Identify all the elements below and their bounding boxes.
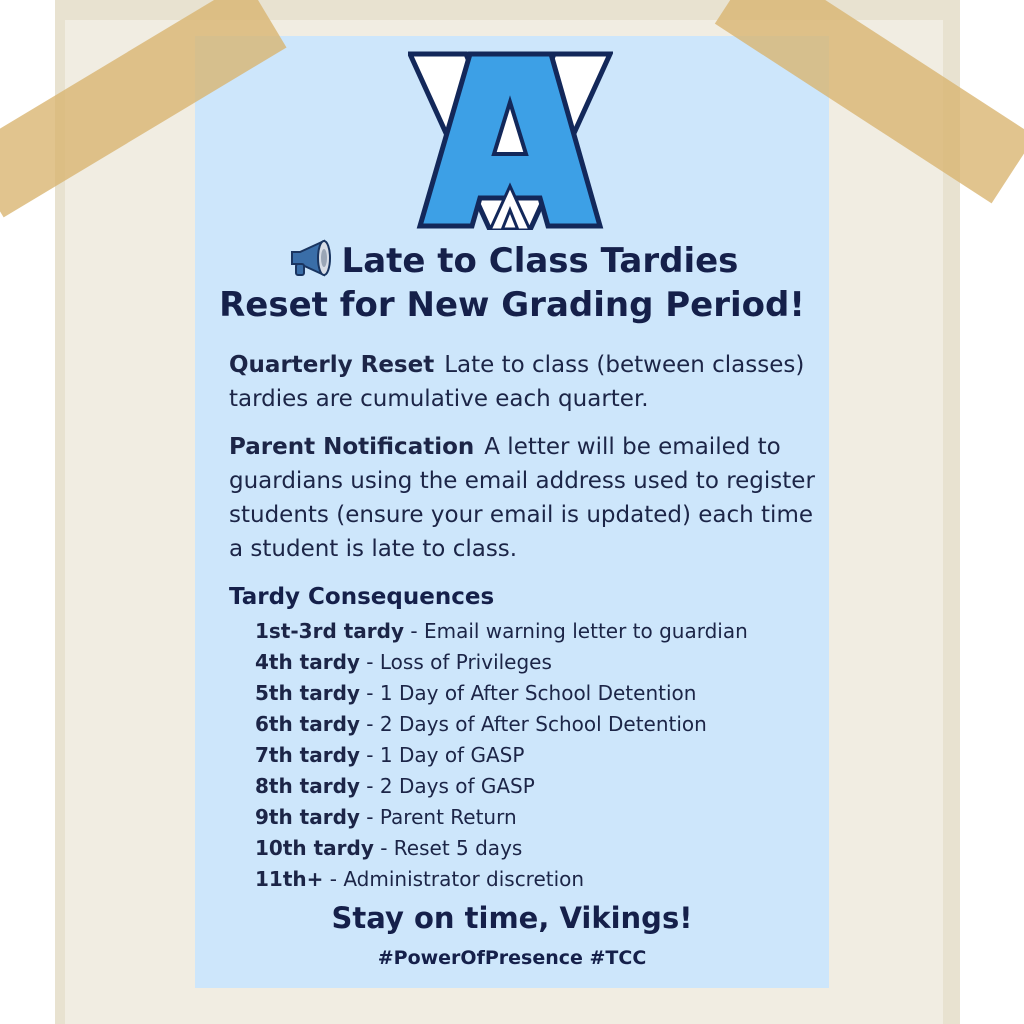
tardy-count: 6th tardy [255,712,360,736]
hashtags: #PowerOfPresence #TCC [377,947,647,969]
title-line-2: Reset for New Grading Period! [219,285,805,325]
quarterly-reset-heading: Quarterly Reset [229,352,435,378]
closing-message: Stay on time, Vikings! [331,901,693,935]
list-item [255,833,748,864]
tardy-count: 8th tardy [255,774,360,798]
parent-notification-heading: Parent Notification [229,434,475,460]
tardy-action: - Email warning letter to guardian [404,619,748,643]
list-item [255,678,748,709]
tardy-action: - Reset 5 days [373,836,523,860]
school-va-logo [408,50,613,230]
tardy-action: - 1 Day of GASP [359,743,525,767]
quarterly-reset-paragraph [229,348,819,416]
list-item [255,771,748,802]
list-item [255,647,748,678]
tardy-consequences-heading: Tardy Consequences [229,584,495,610]
tardy-count: 1st-3rd tardy [255,619,405,643]
parent-notification-body: A letter will be emailed to guardians using the email address used to register students (ensure your email is updated) each time a student is late to class. [229,434,815,562]
tardy-action: - Loss of Privileges [359,650,552,674]
tardy-action: - 2 Days of GASP [359,774,535,798]
tardy-poster [195,36,829,988]
list-item [255,740,748,771]
tardy-count: 11th+ [255,867,324,891]
quarterly-reset-body: Late to class (between classes) tardies are cumulative each quarter. [229,352,805,412]
tardy-count: 9th tardy [255,805,360,829]
tardy-consequences-list [255,616,748,895]
tardy-count: 10th tardy [255,836,374,860]
tardy-action: - 1 Day of After School Detention [359,681,697,705]
list-item [255,802,748,833]
parent-notification-paragraph [229,430,819,566]
tardy-count: 4th tardy [255,650,360,674]
list-item [255,864,748,895]
tardy-action: - 2 Days of After School Detention [359,712,707,736]
list-item [255,709,748,740]
tardy-action: - Administrator discretion [323,867,585,891]
list-item [255,616,748,647]
megaphone-icon [286,238,334,278]
poster-title [195,238,829,327]
tardy-count: 5th tardy [255,681,360,705]
tardy-count: 7th tardy [255,743,360,767]
title-line-1: Late to Class Tardies [341,241,739,281]
tardy-action: - Parent Return [359,805,517,829]
